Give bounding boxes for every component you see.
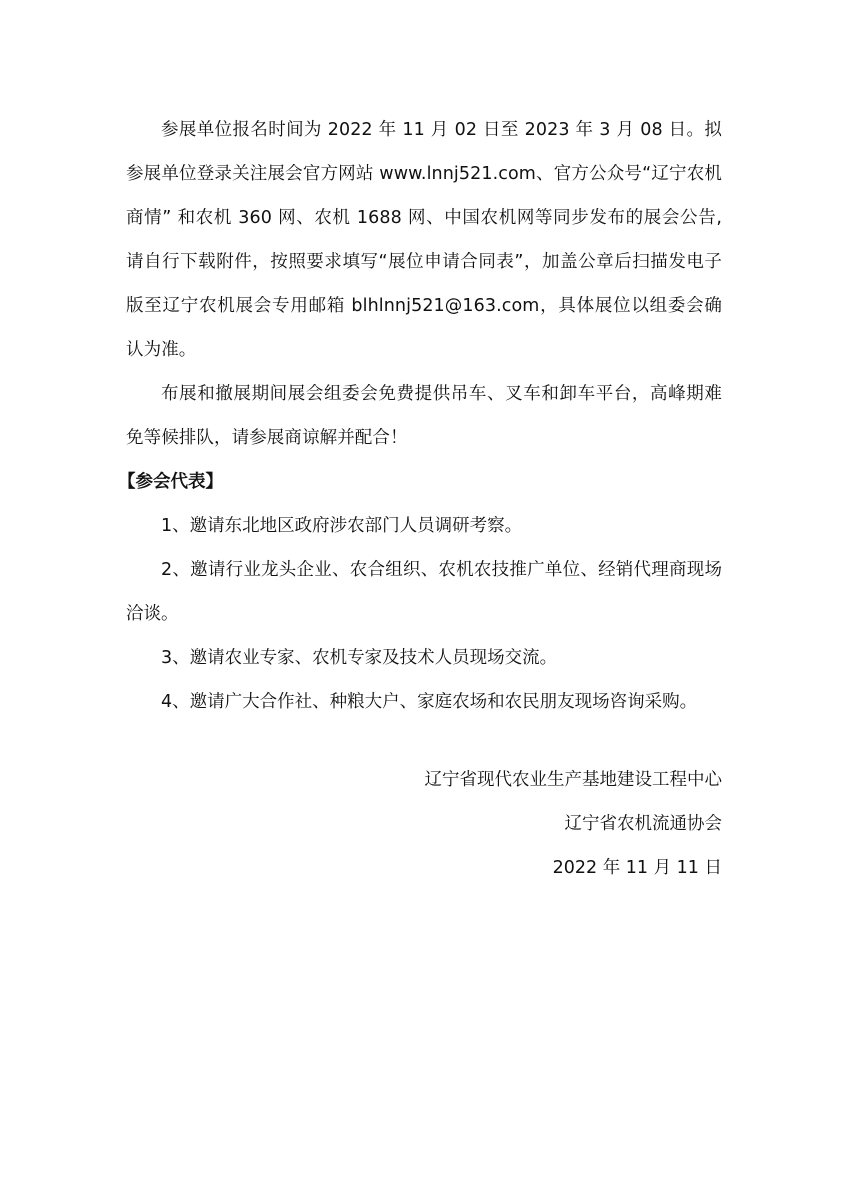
organization-name-1: 辽宁省现代农业生产基地建设工程中心	[424, 770, 722, 790]
registration-paragraph: 参展单位报名时间为 2022 年 11 月 02 日至 2023 年 3 月 08 日。拟参展单位登录关注展会官方网站 www.lnnj521.com、官方公众号“辽宁农机商情” 和农机 360 网、农机 1688 网、中国农机网等同步发布的展会公告,请自行下载附件，按照要求填写“展位申请合同表”，加盖公章后扫描发电子版至辽宁农机展会专用邮箱 blhlnnj521@163.com，具体展位以组委会确认为准。	[126, 120, 722, 360]
signature-block	[126, 758, 722, 890]
setup-paragraph: 布展和撤展期间展会组委会免费提供吊车、叉车和卸车平台，高峰期难免等候排队，请参展商谅解并配合！	[126, 384, 722, 448]
representatives-list	[126, 504, 722, 724]
representatives-heading: 【参会代表】	[118, 472, 223, 492]
list-item: 2、邀请行业龙头企业、农合组织、农机农技推广单位、经销代理商现场洽谈。	[126, 560, 722, 624]
signature-date: 2022 年 11 月 11 日	[552, 858, 722, 878]
list-item: 1、邀请东北地区政府涉农部门人员调研考察。	[161, 516, 523, 536]
list-item: 4、邀请广大合作社、种粮大户、家庭农场和农民朋友现场咨询采购。	[161, 692, 698, 712]
document-body	[118, 108, 722, 890]
list-item: 3、邀请农业专家、农机专家及技术人员现场交流。	[161, 648, 558, 668]
organization-name-2: 辽宁省农机流通协会	[564, 814, 722, 834]
